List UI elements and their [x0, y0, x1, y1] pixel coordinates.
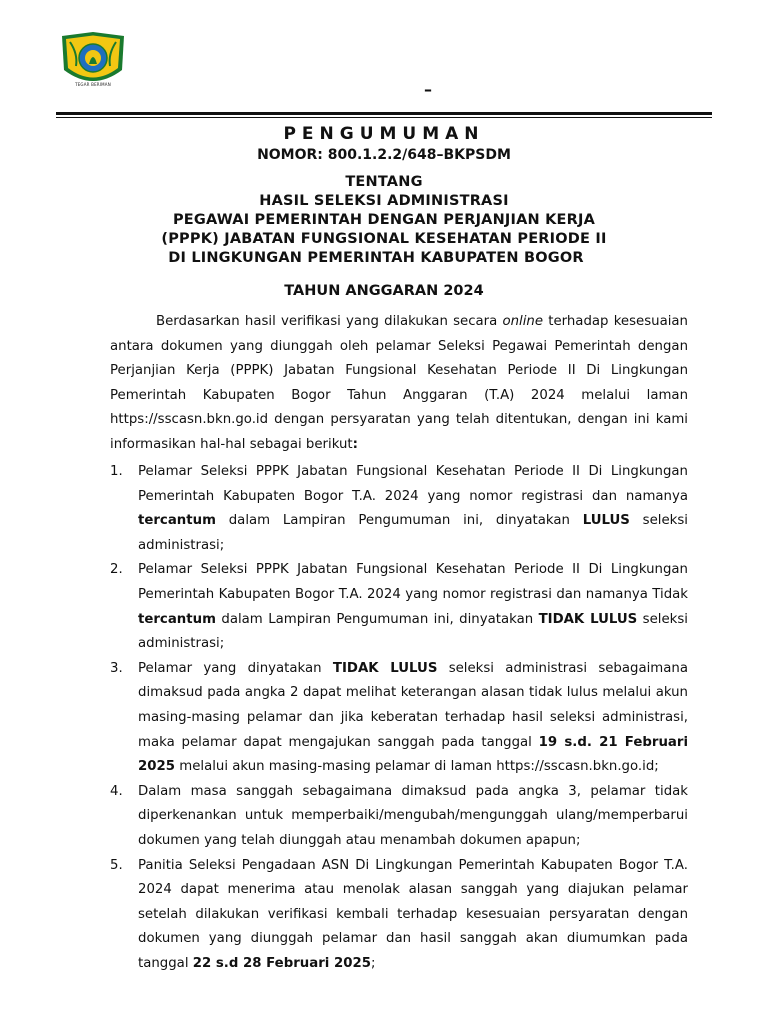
- list-text: seleksi administrasi sebagaimana dimaksud pada angka 2 dapat melihat keterangan alasan tidak lulus melalui akun masing-masing pelamar dan jika keberatan terhadap hasil seleksi administrasi, maka pelamar dapat mengajukan sanggah pada tanggal: [138, 660, 688, 750]
- list-text: Panitia Seleksi Pengadaan ASN Di Lingkungan Pemerintah Kabupaten Bogor T.A. 2024 dapat menerima atau menolak alasan sanggah yang diajukan pelamar setelah dilakukan verifikasi kembali terhadap kesesuaian persyaratan dengan dokumen yang diunggah pelamar dan hasil sanggah akan diumumkan pada tanggal: [138, 857, 688, 971]
- list-text: Dalam masa sanggah sebagaimana dimaksud pada angka 3, pelamar tidak diperkenankan untuk memperbaiki/mengubah/mengunggah ulang/memperbarui dokumen yang telah diunggah atau menambah dokumen apapun;: [138, 783, 688, 848]
- list-bold: tercantum: [138, 611, 216, 627]
- list-bold: 19 s.d. 21 Februari 2025: [138, 734, 688, 775]
- list-bold: TIDAK LULUS: [332, 660, 438, 676]
- announcement-heading: PENGUMUMAN: [283, 124, 485, 144]
- list-item: [110, 780, 688, 854]
- header-dash: –: [424, 80, 432, 99]
- list-bold: TIDAK LULUS: [538, 611, 638, 627]
- list-item: [110, 460, 688, 558]
- list-bold: LULUS: [582, 513, 630, 529]
- list-text: Pelamar Seleksi PPPK Jabatan Fungsional Kesehatan Periode II Di Lingkungan Pemerintah Kabupaten Bogor T.A. 2024 yang nomor registrasi dan namanya Tidak: [138, 562, 688, 602]
- list-text: dalam Lampiran Pengumuman ini, dinyatakan: [215, 513, 583, 529]
- list-item: [110, 657, 688, 780]
- list-text: seleksi administrasi;: [138, 611, 688, 652]
- list-number: 5.: [110, 857, 123, 873]
- intro-part-1: Berdasarkan hasil verifikasi yang dilakukan secara: [156, 314, 503, 329]
- list-text: seleksi administrasi;: [138, 513, 688, 553]
- list-bold: 22 s.d 28 Februari 2025: [192, 955, 371, 971]
- title-tentang: TENTANG: [345, 174, 423, 190]
- list-number: 3.: [110, 660, 123, 676]
- fiscal-year: TAHUN ANGGARAN 2024: [284, 283, 484, 299]
- announcement-list: [110, 460, 688, 976]
- logo-caption: TEGAR BERIMAN: [75, 82, 111, 87]
- intro-part-2: terhadap kesesuaian antara dokumen yang diunggah oleh pelamar Seleksi Pegawai Pemerintah dengan Perjanjian Kerja (PPPK) Jabatan Fungsional Kesehatan Periode II Di Lingkungan Pemerintah Kabupaten Bogor Tahun Anggaran (T.A) 2024 melalui laman https://sscasn.bkn.go.id dengan persyaratan yang telah ditentukan, dengan ini kami informasikan hal-hal sebagai berikut: [110, 314, 688, 452]
- list-text: Pelamar yang dinyatakan: [138, 660, 333, 676]
- list-number: 1.: [110, 464, 123, 479]
- list-text: Pelamar Seleksi PPPK Jabatan Fungsional Kesehatan Periode II Di Lingkungan Pemerintah Kabupaten Bogor T.A. 2024 yang nomor registrasi dan namanya: [138, 464, 688, 504]
- title-line-4: DI LINGKUNGAN PEMERINTAH KABUPATEN BOGOR: [168, 250, 584, 266]
- title-line-2: PEGAWAI PEMERINTAH DENGAN PERJANJIAN KERJA: [172, 212, 596, 228]
- list-item: [110, 558, 688, 656]
- list-number: 4.: [110, 783, 123, 799]
- list-bold: tercantum: [138, 513, 216, 529]
- intro-online: online: [502, 314, 544, 329]
- list-text: dalam Lampiran Pengumuman ini, dinyatakan: [215, 611, 539, 627]
- intro-colon: :: [352, 436, 358, 452]
- title-line-1: HASIL SELEKSI ADMINISTRASI: [259, 193, 509, 209]
- announcement-number: NOMOR: 800.1.2.2/648–BKPSDM: [257, 147, 511, 163]
- title-line-3: (PPPK) JABATAN FUNGSIONAL KESEHATAN PERIODE II: [161, 231, 607, 247]
- list-number: 2.: [110, 562, 123, 578]
- intro-paragraph: [110, 310, 688, 458]
- header-rule-thin: [56, 117, 712, 118]
- list-text: ;: [370, 955, 376, 971]
- list-item: [110, 854, 688, 977]
- list-text: melalui akun masing-masing pelamar di laman https://sscasn.bkn.go.id;: [175, 759, 659, 775]
- header-rule-thick: [56, 112, 712, 115]
